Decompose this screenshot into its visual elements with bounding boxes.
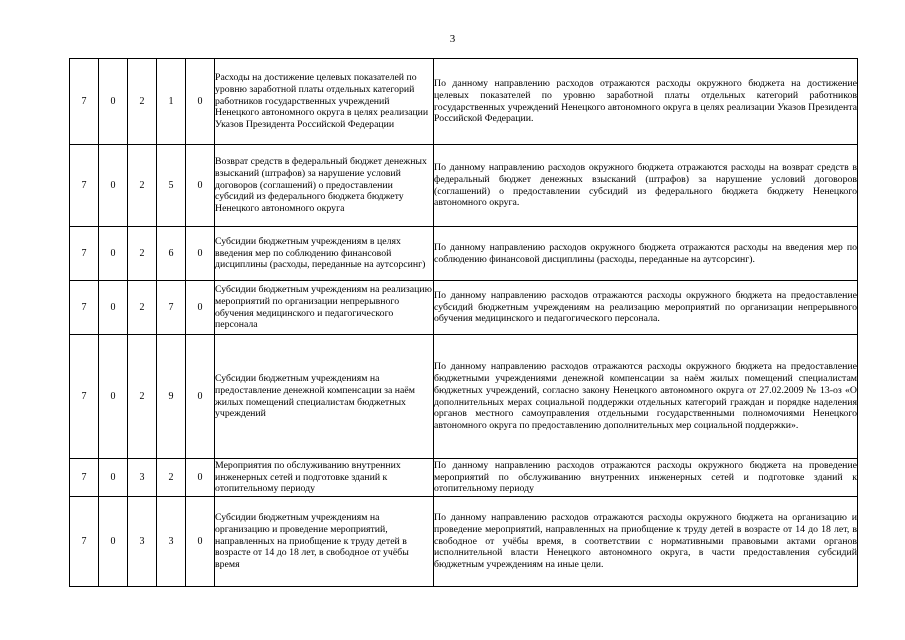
code-digit-cell: 0 (99, 281, 128, 335)
code-digit-cell: 0 (186, 497, 215, 587)
code-digit-cell: 0 (186, 459, 215, 497)
code-digit-cell: 0 (99, 459, 128, 497)
expense-description-cell: По данному направлению расходов отражаются расходы окружного бюджета на организацию и проведение мероприятий, направленных на приобщение к труду детей в возрасте от 14 до 18 лет, в свободное от учёбы время, в соответствии с нормативными правовыми актами органов исполнительной власти Ненецкого автономного округа, в части предоставления субсидий бюджетным учреждениям на иные цели. (434, 497, 858, 587)
table-row (70, 227, 858, 281)
expense-name-cell: Субсидии бюджетным учреждениям на предоставление денежной компенсации за наём жилых помещений специалистам бюджетных учреждений (215, 335, 434, 459)
code-digit-cell: 2 (128, 59, 157, 145)
code-digit-cell: 7 (70, 59, 99, 145)
budget-codes-table (69, 58, 858, 587)
expense-name-cell: Мероприятия по обслуживанию внутренних инженерных сетей и подготовке зданий к отопительному периоду (215, 459, 434, 497)
code-digit-cell: 2 (128, 145, 157, 227)
code-digit-cell: 0 (99, 227, 128, 281)
code-digit-cell: 0 (99, 497, 128, 587)
expense-name-cell: Субсидии бюджетным учреждениям на реализацию мероприятий по организации непрерывного обучения медицинского и педагогического персонала (215, 281, 434, 335)
code-digit-cell: 2 (128, 281, 157, 335)
table-row (70, 59, 858, 145)
code-digit-cell: 5 (157, 145, 186, 227)
expense-name-cell: Субсидии бюджетным учреждениям на организацию и проведение мероприятий, направленных на приобщение к труду детей в возрасте от 14 до 18 лет, в свободное от учёбы время (215, 497, 434, 587)
table-row (70, 335, 858, 459)
expense-description-cell: По данному направлению расходов окружного бюджета отражаются расходы на возврат средств в федеральный бюджет денежных взысканий (штрафов) за нарушение условий договоров (соглашений) о предоставлении субсидий из федерального бюджета бюджету Ненецкого автономного округа. (434, 145, 858, 227)
expense-name-cell: Расходы на достижение целевых показателей по уровню заработной платы отдельных категорий работников государственных учреждений Ненецкого автономного округа в целях реализации Указов Президента Российской Федерации (215, 59, 434, 145)
code-digit-cell: 6 (157, 227, 186, 281)
expense-name-cell: Субсидии бюджетным учреждениям в целях введения мер по соблюдению финансовой дисциплины (расходы, переданные на аутсорсинг) (215, 227, 434, 281)
code-digit-cell: 1 (157, 59, 186, 145)
code-digit-cell: 9 (157, 335, 186, 459)
code-digit-cell: 3 (128, 459, 157, 497)
page-number: 3 (449, 33, 456, 45)
expense-description-cell: По данному направлению расходов отражаются расходы окружного бюджета на предоставление бюджетными учреждениями денежной компенсации за наём жилых помещений специалистам бюджетных учреждений, согласно закону Ненецкого автономного округа от 27.02.2009 № 13-оз «О дополнительных мерах социальной поддержки отдельных категорий граждан и порядке наделения органов местного самоуправления отдельными государственными полномочиями Ненецкого автономного округа по предоставлению дополнительных мер социальной поддержки». (434, 335, 858, 459)
expense-description-cell: По данному направлению расходов отражаются расходы окружного бюджета на достижение целевых показателей по уровню заработной платы отдельных категорий работников государственных учреждений Ненецкого автономного округа в целях реализации Указов Президента Российской Федерации. (434, 59, 858, 145)
table-body (70, 59, 858, 587)
code-digit-cell: 0 (186, 335, 215, 459)
code-digit-cell: 7 (70, 497, 99, 587)
code-digit-cell: 2 (128, 335, 157, 459)
code-digit-cell: 0 (186, 281, 215, 335)
table-row (70, 281, 858, 335)
code-digit-cell: 3 (128, 497, 157, 587)
code-digit-cell: 7 (70, 459, 99, 497)
code-digit-cell: 2 (128, 227, 157, 281)
table-row (70, 497, 858, 587)
code-digit-cell: 0 (186, 59, 215, 145)
expense-description-cell: По данному направлению расходов окружного бюджета отражаются расходы на введения мер по соблюдению финансовой дисциплины (расходы, переданные на аутсорсинг). (434, 227, 858, 281)
code-digit-cell: 7 (157, 281, 186, 335)
expense-description-cell: По данному направлению расходов отражаются расходы окружного бюджета на проведение мероприятий по обслуживанию внутренних инженерных сетей и подготовке зданий к отопительному периоду (434, 459, 858, 497)
expense-name-cell: Возврат средств в федеральный бюджет денежных взысканий (штрафов) за нарушение условий договоров (соглашений) о предоставлении субсидий из федерального бюджета бюджету Ненецкого автономного округа (215, 145, 434, 227)
expense-description-cell: По данному направлению расходов отражаются расходы окружного бюджета на предоставление субсидий бюджетным учреждениям на реализацию мероприятий по организации непрерывного обучения медицинского и педагогического персонала. (434, 281, 858, 335)
code-digit-cell: 0 (186, 227, 215, 281)
code-digit-cell: 0 (99, 145, 128, 227)
code-digit-cell: 7 (70, 281, 99, 335)
code-digit-cell: 7 (70, 227, 99, 281)
code-digit-cell: 3 (157, 497, 186, 587)
table-row (70, 145, 858, 227)
table-row (70, 459, 858, 497)
code-digit-cell: 0 (99, 335, 128, 459)
code-digit-cell: 7 (70, 145, 99, 227)
code-digit-cell: 7 (70, 335, 99, 459)
code-digit-cell: 0 (186, 145, 215, 227)
code-digit-cell: 0 (99, 59, 128, 145)
code-digit-cell: 2 (157, 459, 186, 497)
